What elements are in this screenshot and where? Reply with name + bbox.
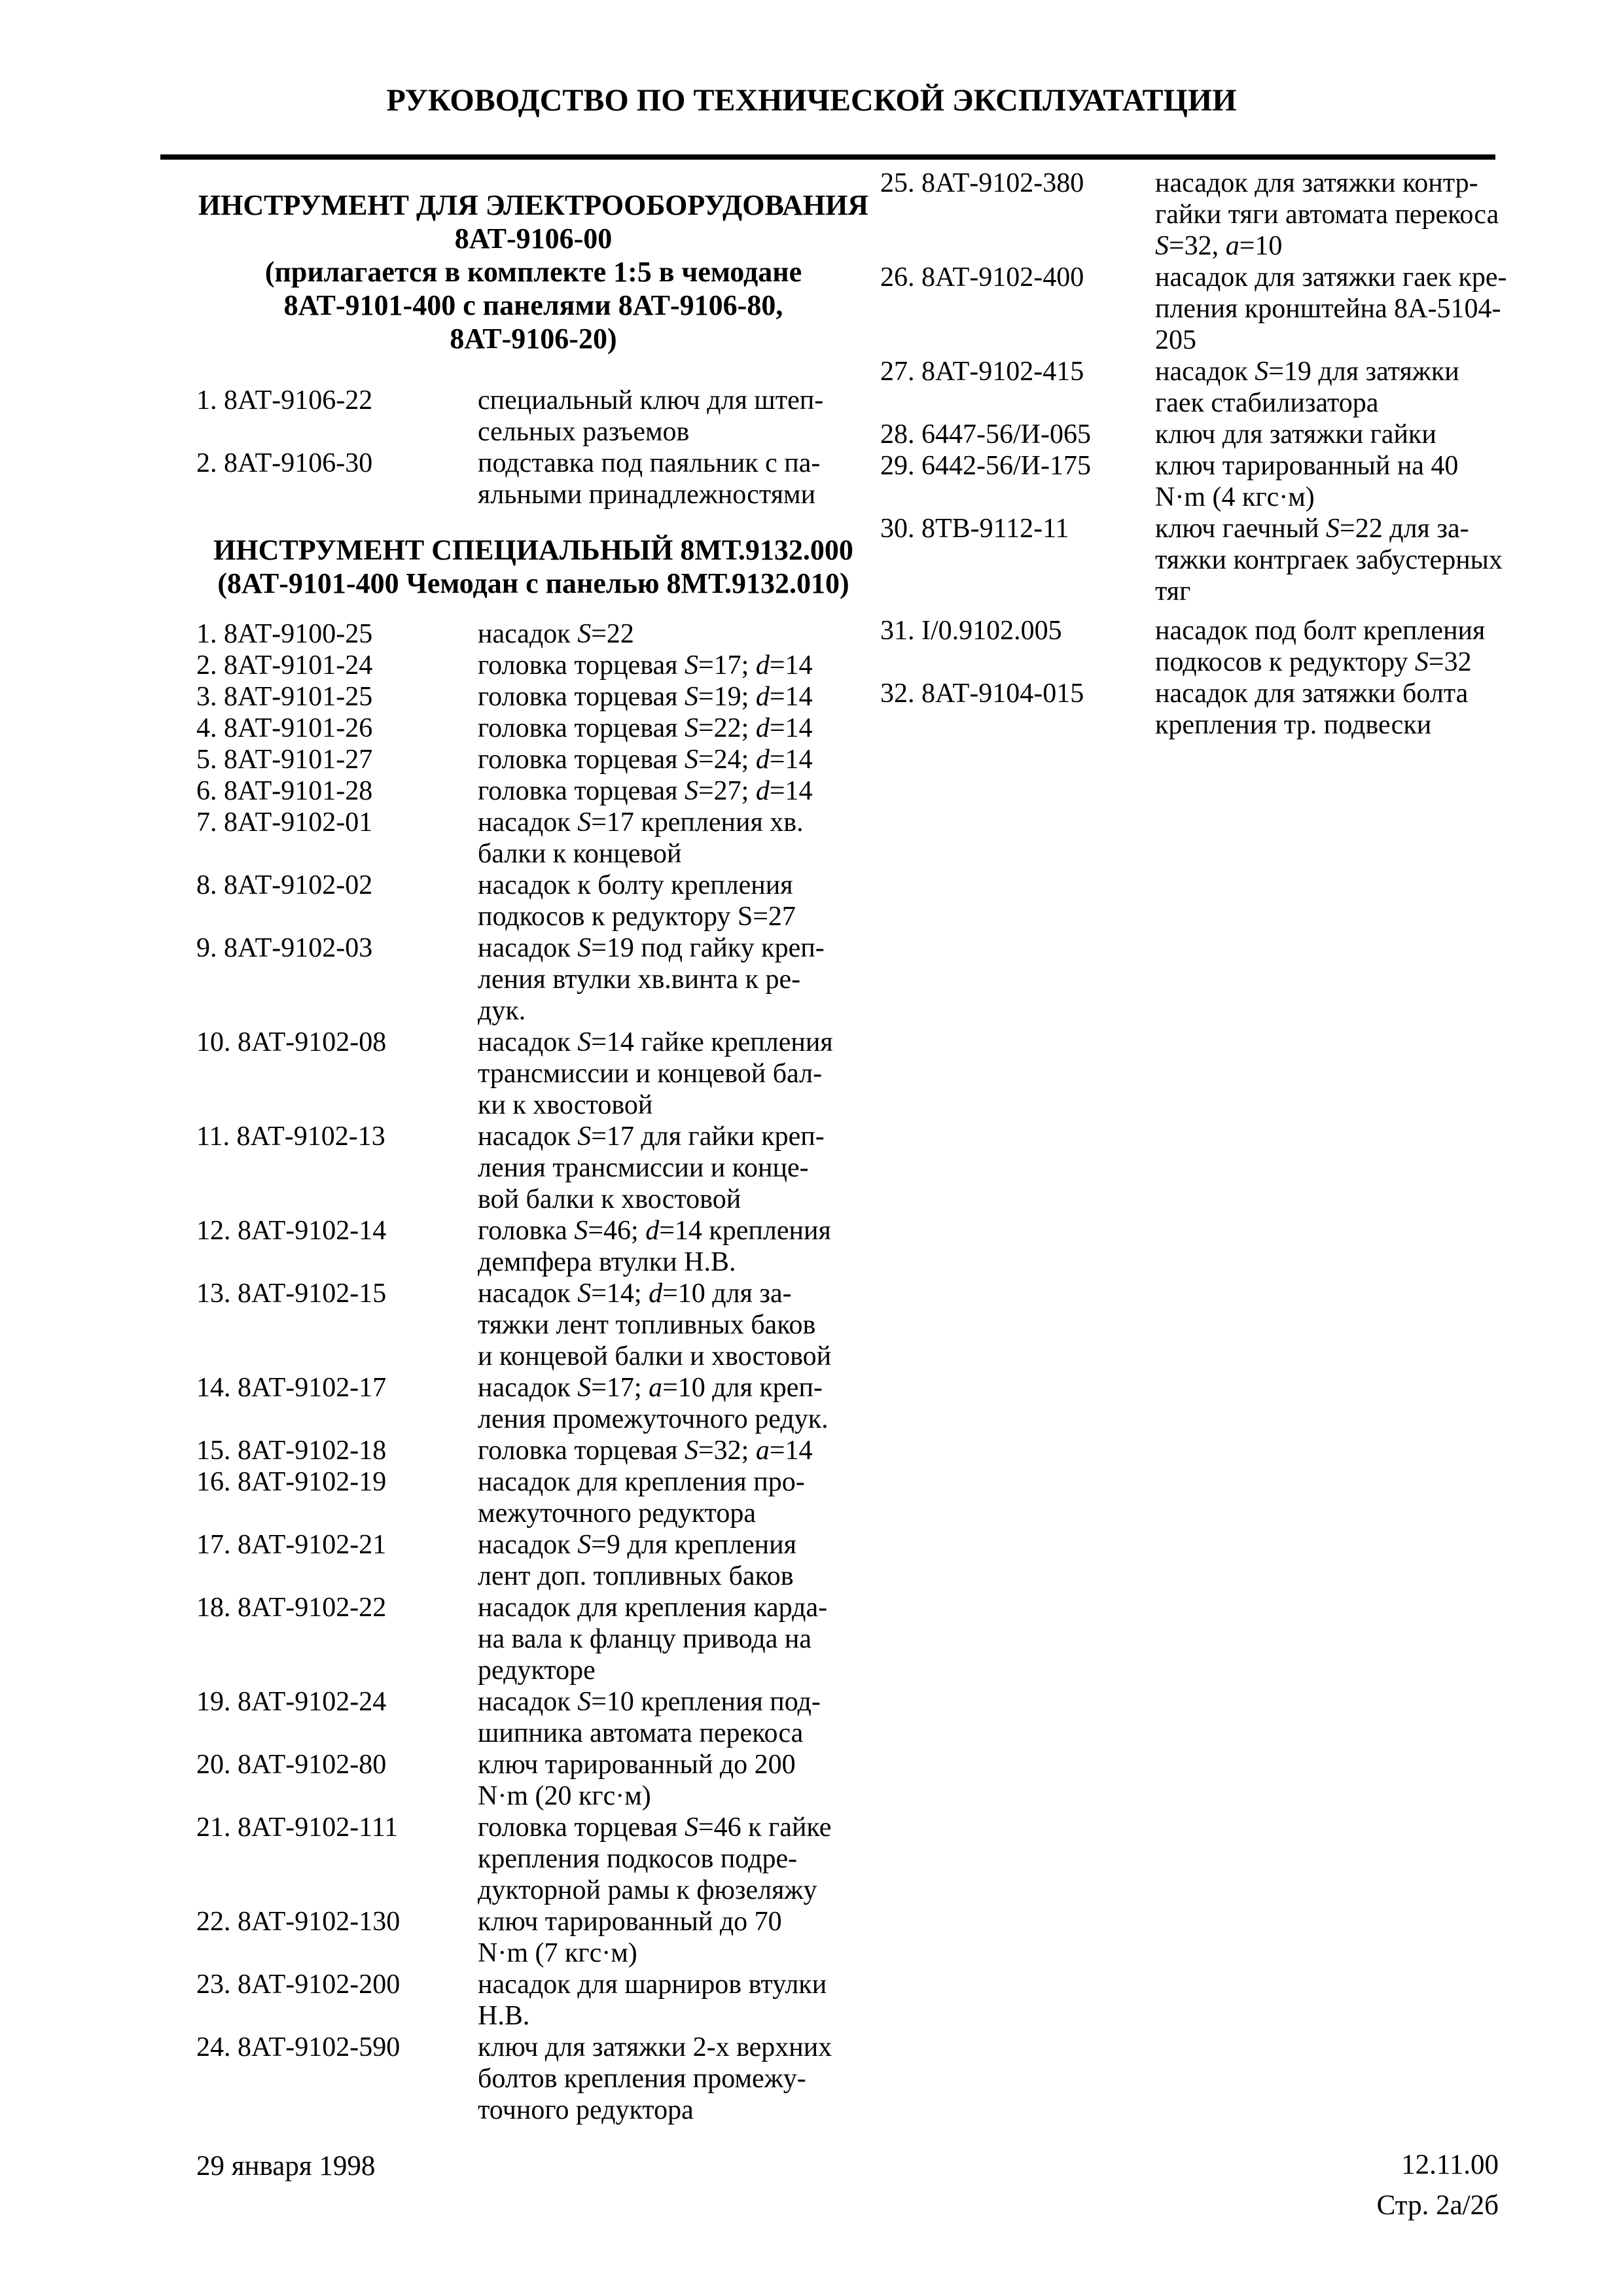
tool-item-description: головка торцевая S=22; d=14 xyxy=(478,713,813,743)
tool-item-row xyxy=(196,1969,870,2032)
tool-item-description: насадок S=17 для гайки креп- ления трансмиссии и конце- вой балки к хвостовой xyxy=(478,1122,825,1214)
tool-item-code: 21. 8АТ-9102-111 xyxy=(196,1812,399,1843)
tool-item-description: ключ тарированный на 40 N·m (4 кгс·м) xyxy=(1155,451,1459,512)
tool-item-code: 18. 8АТ-9102-22 xyxy=(196,1593,387,1623)
tool-item-description: головка торцевая S=24; d=14 xyxy=(478,745,813,775)
tool-item-row xyxy=(880,356,1541,419)
tool-item-code: 15. 8АТ-9102-18 xyxy=(196,1436,387,1466)
tool-item-row xyxy=(196,1812,870,1906)
tool-item-row xyxy=(196,1466,870,1529)
tool-item-description: насадок для затяжки гаек кре- пления кронштейна 8А-5104- 205 xyxy=(1155,262,1507,355)
section2-item-list xyxy=(196,618,870,2126)
tool-item-description: насадок для крепления карда- на вала к фланцу привода на редукторе xyxy=(478,1593,828,1686)
tool-item-description: насадок S=22 xyxy=(478,619,634,649)
tool-item-code: 2. 8АТ-9101-24 xyxy=(196,650,373,680)
heading-line: (8АТ-9101-400 Чемодан с панелью 8МТ.9132.010) xyxy=(217,567,849,599)
tool-item-code: 28. 6447-56/И-065 xyxy=(880,419,1091,450)
tool-item-description: насадок для шарниров втулки Н.В. xyxy=(478,1969,827,2031)
tool-item-row xyxy=(880,678,1541,741)
tool-item-description: насадок S=9 для крепления лент доп. топливных баков xyxy=(478,1530,796,1591)
tool-item-code: 8. 8АТ-9102-02 xyxy=(196,870,373,900)
tool-item-code: 19. 8АТ-9102-24 xyxy=(196,1687,387,1717)
heading-line: ИНСТРУМЕНТ ДЛЯ ЭЛЕКТРООБОРУДОВАНИЯ xyxy=(198,189,869,221)
tool-item-row xyxy=(196,2032,870,2126)
tool-item-row xyxy=(196,1435,870,1466)
heading-line: 8АТ-9106-00 xyxy=(454,222,613,255)
left-column xyxy=(196,188,870,2126)
tool-item-row xyxy=(196,385,870,448)
tool-item-description: ключ для затяжки 2-х верхних болтов крепления промежу- точного редуктора xyxy=(478,2032,832,2125)
footer-right-block xyxy=(1377,2145,1499,2226)
section1-heading xyxy=(196,188,870,355)
header-rule xyxy=(160,154,1495,160)
tool-item-code: 13. 8АТ-9102-15 xyxy=(196,1279,387,1309)
tool-item-description: ключ тарированный до 70 N·m (7 кгс·м) xyxy=(478,1907,782,1968)
footer-page-number: Стр. 2а/2б xyxy=(1376,2190,1499,2221)
tool-item-row xyxy=(196,681,870,713)
tool-item-row xyxy=(196,1215,870,1278)
tool-item-description: насадок под болт крепления подкосов к редуктору S=32 xyxy=(1155,616,1486,677)
tool-item-code: 23. 8АТ-9102-200 xyxy=(196,1969,401,2000)
tool-item-row xyxy=(196,1372,870,1435)
tool-item-row xyxy=(196,618,870,650)
tool-item-row xyxy=(880,513,1541,607)
tool-item-description: насадок к болту крепления подкосов к редуктору S=27 xyxy=(478,870,796,932)
tool-item-description: насадок S=10 крепления под- шипника автомата перекоса xyxy=(478,1687,821,1748)
tool-item-description: ключ тарированный до 200 N·m (20 кгс·м) xyxy=(478,1750,796,1811)
tool-item-description: насадок S=19 для затяжки гаек стабилизатора xyxy=(1155,357,1459,418)
tool-item-description: ключ гаечный S=22 для за- тяжки контргаек забустерных тяг xyxy=(1155,514,1503,607)
tool-item-code: 1. 8АТ-9100-25 xyxy=(196,619,373,649)
tool-item-description: насадок S=14 гайке крепления трансмиссии и концевой бал- ки к хвостовой xyxy=(478,1027,833,1120)
tool-item-description: насадок S=17 крепления хв. балки к концевой xyxy=(478,807,804,869)
section2-heading xyxy=(196,533,870,600)
tool-item-description: насадок для крепления про- межуточного редуктора xyxy=(478,1467,805,1528)
right-item-list xyxy=(880,168,1541,741)
tool-item-row xyxy=(196,775,870,807)
tool-item-code: 31. I/0.9102.005 xyxy=(880,616,1062,646)
tool-item-row xyxy=(196,448,870,510)
tool-item-row xyxy=(196,932,870,1027)
tool-item-code: 10. 8АТ-9102-08 xyxy=(196,1027,387,1057)
tool-item-code: 3. 8АТ-9101-25 xyxy=(196,682,373,712)
tool-item-code: 16. 8АТ-9102-19 xyxy=(196,1467,387,1497)
tool-item-row xyxy=(196,1592,870,1686)
tool-item-row xyxy=(196,650,870,681)
tool-item-code: 9. 8АТ-9102-03 xyxy=(196,933,373,963)
section1-item-list xyxy=(196,385,870,510)
page-title: РУКОВОДСТВО ПО ТЕХНИЧЕСКОЙ ЭКСПЛУАТАТЦИИ xyxy=(386,83,1237,118)
tool-item-row xyxy=(880,168,1541,262)
tool-item-code: 25. 8АТ-9102-380 xyxy=(880,168,1084,198)
heading-line: 8АТ-9101-400 с панелями 8АТ-9106-80, xyxy=(283,289,783,321)
tool-item-description: подставка под паяльник с па- яльными принадлежностями xyxy=(478,448,821,510)
tool-item-row xyxy=(196,744,870,775)
tool-item-code: 5. 8АТ-9101-27 xyxy=(196,745,373,775)
heading-line: 8АТ-9106-20) xyxy=(450,323,617,355)
tool-item-description: насадок S=17; a=10 для креп- ления промежуточного редук. xyxy=(478,1373,829,1434)
tool-item-description: головка торцевая S=27; d=14 xyxy=(478,776,813,806)
tool-item-row xyxy=(196,1686,870,1749)
tool-item-description: головка торцевая S=32; a=14 xyxy=(478,1436,813,1466)
tool-item-code: 27. 8АТ-9102-415 xyxy=(880,357,1084,387)
tool-item-row xyxy=(880,615,1541,678)
tool-item-code: 12. 8АТ-9102-14 xyxy=(196,1216,387,1246)
tool-item-row xyxy=(196,1749,870,1812)
tool-item-description: головка S=46; d=14 крепления демпфера втулки Н.В. xyxy=(478,1216,831,1277)
right-column xyxy=(880,168,1541,741)
tool-item-code: 30. 8ТВ-9112-11 xyxy=(880,514,1069,544)
tool-item-code: 6. 8АТ-9101-28 xyxy=(196,776,373,806)
tool-item-code: 4. 8АТ-9101-26 xyxy=(196,713,373,743)
tool-item-row xyxy=(880,262,1541,356)
tool-item-description: специальный ключ для штеп- сельных разъемов xyxy=(478,385,824,447)
tool-item-code: 1. 8АТ-9106-22 xyxy=(196,385,373,415)
tool-item-code: 14. 8АТ-9102-17 xyxy=(196,1373,387,1403)
tool-item-row xyxy=(196,1529,870,1592)
tool-item-row xyxy=(880,419,1541,450)
tool-item-code: 2. 8АТ-9106-30 xyxy=(196,448,373,478)
tool-item-description: головка торцевая S=46 к гайке крепления подкосов подре- дукторной рамы к фюзеляжу xyxy=(478,1812,832,1905)
tool-item-row xyxy=(196,1027,870,1121)
tool-item-description: насадок для затяжки контр- гайки тяги автомата перекоса S=32, a=10 xyxy=(1155,168,1499,261)
tool-item-code: 17. 8АТ-9102-21 xyxy=(196,1530,387,1560)
heading-line: (прилагается в комплекте 1:5 в чемодане xyxy=(264,256,802,288)
tool-item-code: 11. 8АТ-9102-13 xyxy=(196,1122,385,1152)
tool-item-row xyxy=(196,713,870,744)
tool-item-code: 20. 8АТ-9102-80 xyxy=(196,1750,387,1780)
tool-item-row xyxy=(880,450,1541,513)
tool-item-row xyxy=(196,870,870,932)
tool-item-description: головка торцевая S=19; d=14 xyxy=(478,682,813,712)
tool-item-description: насадок S=19 под гайку креп- ления втулки хв.винта к ре- дук. xyxy=(478,933,825,1026)
heading-line: ИНСТРУМЕНТ СПЕЦИАЛЬНЫЙ 8МТ.9132.000 xyxy=(213,534,853,566)
tool-item-description: ключ для затяжки гайки xyxy=(1155,419,1436,450)
tool-item-description: головка торцевая S=17; d=14 xyxy=(478,650,813,680)
tool-item-row xyxy=(196,807,870,870)
tool-item-code: 32. 8АТ-9104-015 xyxy=(880,679,1084,709)
tool-item-code: 7. 8АТ-9102-01 xyxy=(196,807,373,838)
tool-item-code: 22. 8АТ-9102-130 xyxy=(196,1907,401,1937)
tool-item-description: насадок для затяжки болта крепления тр. подвески xyxy=(1155,679,1469,740)
tool-item-code: 26. 8АТ-9102-400 xyxy=(880,262,1084,292)
tool-item-row xyxy=(196,1121,870,1215)
tool-item-code: 29. 6442-56/И-175 xyxy=(880,451,1091,481)
footer-date: 29 января 1998 xyxy=(196,2151,376,2181)
tool-item-description: насадок S=14; d=10 для за- тяжки лент топливных баков и концевой балки и хвостовой xyxy=(478,1279,832,1371)
tool-item-row xyxy=(196,1278,870,1372)
tool-item-row xyxy=(196,1906,870,1969)
tool-item-code: 24. 8АТ-9102-590 xyxy=(196,2032,401,2062)
footer-revision: 12.11.00 xyxy=(1401,2149,1499,2180)
